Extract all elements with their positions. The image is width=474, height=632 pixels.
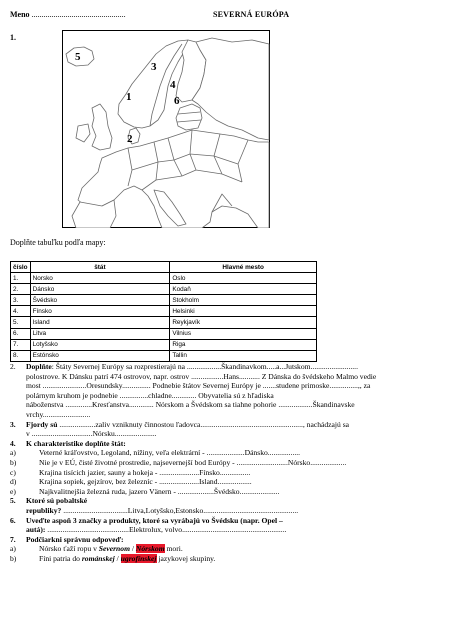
row-state: Litva — [30, 328, 170, 339]
questions-section — [10, 362, 468, 563]
row-capital: Vilnius — [170, 328, 317, 339]
row-capital: Helsinki — [170, 306, 317, 317]
worksheet-title: SEVERNÁ EURÓPA — [213, 10, 290, 19]
question-number: 7. — [10, 534, 16, 544]
option-romanskej: románskej — [81, 553, 115, 563]
row-capital: Reykjavík — [170, 317, 317, 328]
row-number: 3. — [11, 295, 31, 306]
column-header-state: štát — [30, 262, 170, 273]
item-letter: a) — [10, 448, 16, 458]
answer-text: most .......................Oresundsky............... Podnebie štátov Severnej Európy je .......studene primoske...............,, za — [26, 381, 371, 391]
question-7 — [10, 535, 468, 545]
answer-text: ...........................................Elektrolux, volvo....................................................... — [45, 525, 287, 535]
row-number: 6. — [11, 328, 31, 339]
row-state: Švédsko — [30, 295, 170, 306]
question-3 — [10, 420, 468, 439]
item-letter: b) — [10, 553, 17, 563]
item-text: Krajina sopiek, gejzírov, bez železníc - .....................Island.................. — [39, 477, 252, 487]
row-state: Estónsko — [30, 350, 170, 361]
item-letter: e) — [10, 486, 16, 496]
row-state: Island — [30, 317, 170, 328]
question-4-item — [10, 477, 468, 487]
answer-text: v ................................Nórsku...................... — [26, 429, 157, 439]
map-label: 5 — [75, 51, 81, 63]
question-lead: republiky? — [26, 505, 62, 515]
table-row — [11, 273, 317, 284]
question-6 — [10, 516, 468, 535]
column-header-capital: Hlavné mesto — [170, 262, 317, 273]
item-text: mori. — [164, 544, 183, 554]
table-row — [11, 284, 317, 295]
map-label: 1 — [126, 91, 132, 103]
row-capital: Tallin — [170, 350, 317, 361]
row-capital: Oslo — [170, 273, 317, 284]
name-line — [10, 10, 126, 19]
question-lead: Uveďte aspoň 3 značky a produkty, ktoré sa vyrábajú vo Švédsku (napr. Opel – — [26, 515, 283, 525]
map-label: 4 — [170, 79, 176, 91]
table-instruction: Doplňte tabuľku podľa mapy: — [10, 238, 106, 247]
row-state: Lotyšsko — [30, 339, 170, 350]
question-number: 2. — [10, 362, 16, 371]
answer-text: ..................................Litva,Lotyšsko,Estonsko.................................................. — [61, 505, 299, 515]
baltic-states-shape — [176, 104, 202, 130]
iberia-shape — [72, 200, 116, 228]
answer-text: : Štáty Severnej Európy sa rozprestierajú na ..................Škandinavkom.....a...Jutskom......................... — [51, 362, 358, 371]
question-lead: autá): — [26, 525, 46, 535]
column-header-number: číslo — [11, 262, 31, 273]
option-severnom: Severnom — [98, 544, 130, 554]
worksheet-header — [10, 8, 464, 22]
question-number: 3. — [10, 419, 16, 429]
row-number: 8. — [11, 350, 31, 361]
row-number: 1. — [11, 273, 31, 284]
answer-text: náboženstva ..............Kresťanstva............. Nórskom a Švédskom sa tiahne pohorie ..................Škandinavske — [26, 400, 355, 410]
table-row — [11, 350, 317, 361]
item-letter: a) — [10, 544, 16, 554]
row-number: 2. — [11, 284, 31, 295]
question-1-number: 1. — [10, 33, 16, 42]
name-label: Meno — [10, 10, 30, 19]
row-state: Norsko — [30, 273, 170, 284]
table-row — [11, 295, 317, 306]
item-text: Najkvalitnejšia železná ruda, jazero Vänern - ...................Švédsko..................... — [39, 486, 280, 496]
map-label: 3 — [151, 61, 157, 73]
item-letter: c) — [10, 467, 16, 477]
question-number: 4. — [10, 438, 16, 448]
question-7-item-b — [10, 554, 468, 564]
table-row — [11, 317, 317, 328]
question-2 — [10, 362, 468, 420]
row-number: 4. — [11, 306, 31, 317]
answer-text: polostrove. K Dánsku patrí 474 ostrovov, napr. ostrov .................Hans........... Z Dánska do švédskeho Malmo vedie — [26, 371, 377, 381]
question-lead: Ktoré sú pobaltské — [26, 496, 88, 506]
table-row — [11, 306, 317, 317]
question-lead: Podčiarkni správnu odpoveď: — [26, 534, 124, 544]
question-number: 5. — [10, 496, 16, 506]
row-number: 7. — [11, 339, 31, 350]
item-text: Nie je v EÚ, čisté životné prostredie, najsevernejší bod Európy - ...........................Nórsko................... — [39, 457, 347, 467]
question-4-item — [10, 448, 468, 458]
row-state: Dánsko — [30, 284, 170, 295]
question-lead: K charakteristike doplňte štát: — [26, 438, 126, 448]
row-capital: Kodaň — [170, 284, 317, 295]
question-4-item — [10, 487, 468, 497]
row-number: 5. — [11, 317, 31, 328]
row-capital: Stokholm — [170, 295, 317, 306]
option-norskom-highlighted: Nórskom — [135, 544, 165, 554]
table-row — [11, 328, 317, 339]
question-7-item-a — [10, 544, 468, 554]
answer-text: polárnym kruhom je podnebie ...............chladne............. Obyvatelia sú z hľadiska — [26, 390, 274, 400]
item-text: jazykovej skupiny. — [156, 553, 216, 563]
row-capital: Riga — [170, 339, 317, 350]
option-ugrofinskej-highlighted: ugrofínskej — [120, 553, 157, 563]
question-5 — [10, 496, 468, 515]
question-4-item — [10, 458, 468, 468]
europe-outline-map — [62, 30, 270, 228]
question-lead: Fjordy sú — [26, 419, 58, 429]
item-text: Fíni patria do — [39, 553, 82, 563]
question-4-item — [10, 468, 468, 478]
answer-text: vrchy......................... — [26, 409, 91, 419]
map-label: 2 — [127, 133, 133, 145]
europe-map — [62, 30, 270, 228]
question-4 — [10, 439, 468, 449]
name-dots: ............................................... — [29, 10, 126, 19]
item-letter: b) — [10, 457, 17, 467]
option-separator: / — [114, 553, 121, 563]
question-lead: Doplňte — [26, 362, 52, 371]
item-text: Nórsko ťaží ropu v — [39, 544, 99, 554]
question-number: 6. — [10, 515, 16, 525]
map-label: 6 — [174, 95, 180, 107]
option-separator: / — [129, 544, 136, 554]
table-row — [11, 339, 317, 350]
answer-text: ...................zaliv vzniknuty činnostou ľadovca......................................................, nachádzajú sa — [59, 419, 350, 429]
item-text: Veterné kráľovstvo, Legoland, nížiny, veľa elektrární - ....................Dánsko................. — [39, 448, 301, 458]
states-capitals-table — [10, 261, 317, 362]
row-state: Fínsko — [30, 306, 170, 317]
item-letter: d) — [10, 477, 17, 487]
table-header-row — [11, 262, 317, 273]
item-text: Krajina tisícich jazier, sauny a hokeja - .....................Fínsko................ — [39, 467, 251, 477]
